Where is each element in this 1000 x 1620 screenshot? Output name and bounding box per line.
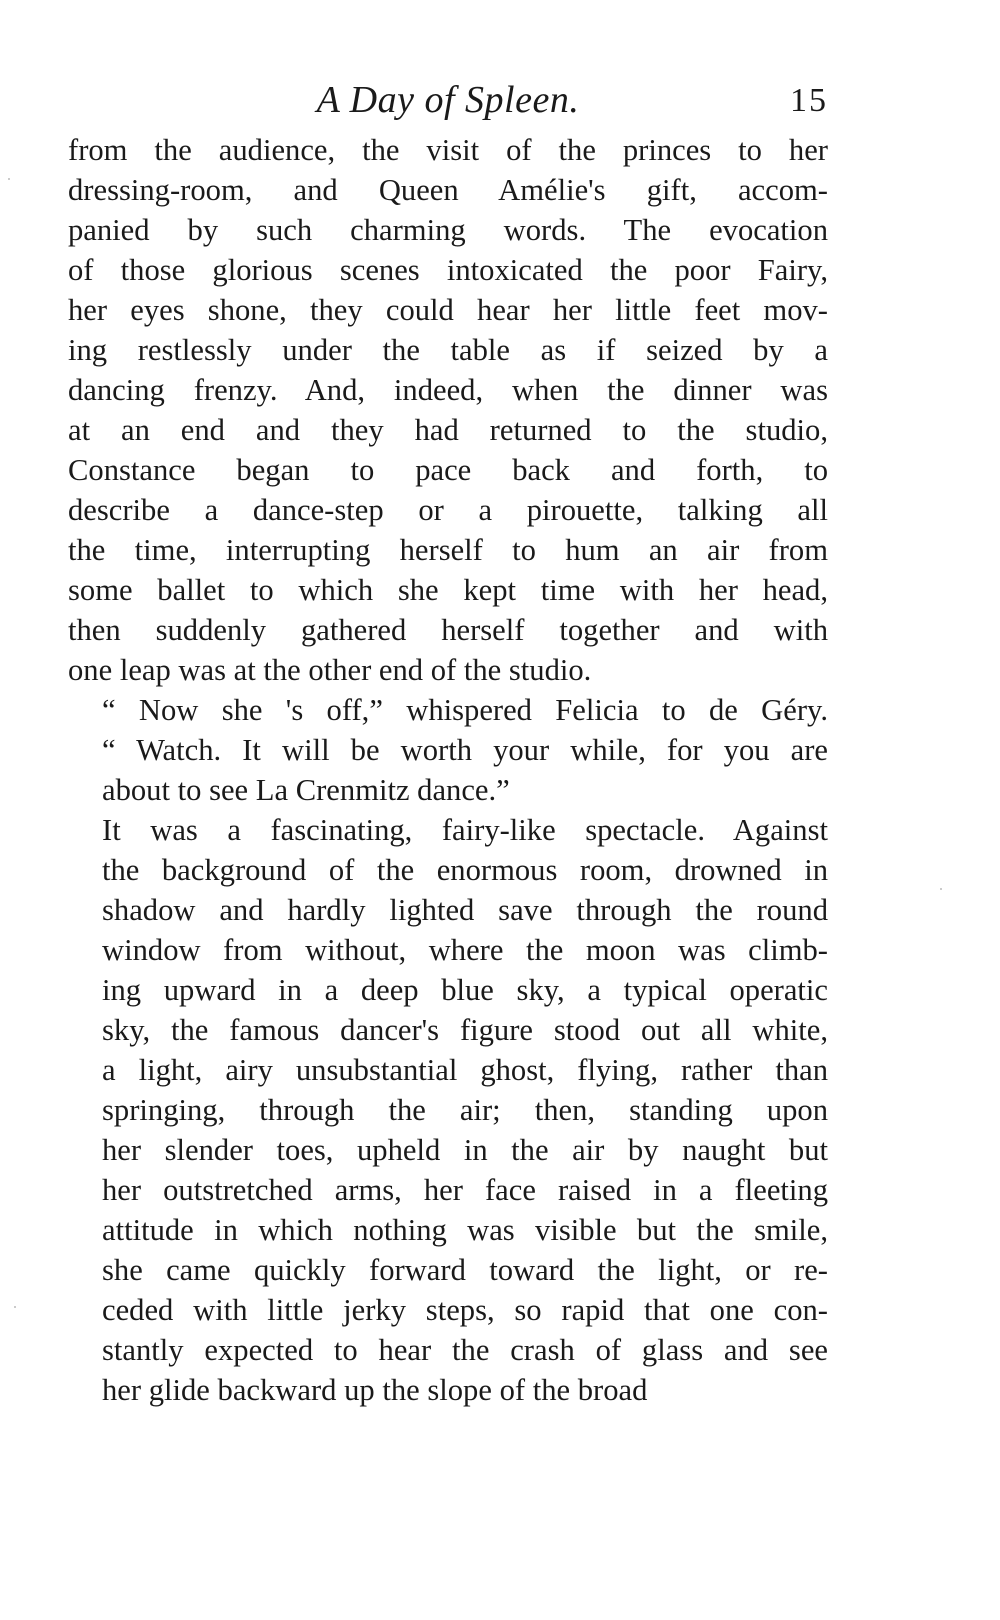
text-line: dressing-room, and Queen Amélie's gift, accom- xyxy=(68,173,828,207)
paper-speck xyxy=(8,178,10,180)
paragraph xyxy=(68,810,828,1410)
text-line: ing upward in a deep blue sky, a typical operatic xyxy=(102,973,828,1007)
text-line: she came quickly forward toward the light, or re- xyxy=(102,1253,828,1287)
text-line: attitude in which nothing was visible but the smile, xyxy=(102,1213,828,1247)
text-line: about to see La Crenmitz dance.” xyxy=(102,773,510,807)
text-line: dancing frenzy. And, indeed, when the dinner was xyxy=(68,373,828,407)
text-line: of those glorious scenes intoxicated the poor Fairy, xyxy=(68,253,828,287)
text-line: describe a dance-step or a pirouette, talking all xyxy=(68,493,828,527)
text-line: the background of the enormous room, drowned in xyxy=(102,853,828,887)
text-line: some ballet to which she kept time with her head, xyxy=(68,573,828,607)
book-page xyxy=(68,70,828,1410)
text-line: her eyes shone, they could hear her little feet mov- xyxy=(68,293,828,327)
body-text xyxy=(68,130,828,1410)
text-line: at an end and they had returned to the studio, xyxy=(68,413,828,447)
text-line: panied by such charming words. The evocation xyxy=(68,213,828,247)
text-line: the time, interrupting herself to hum an air from xyxy=(68,533,828,567)
paper-speck xyxy=(940,888,942,890)
running-title: A Day of Spleen. xyxy=(316,79,580,121)
text-line: then suddenly gathered herself together and with xyxy=(68,613,828,647)
text-line: springing, through the air; then, standing upon xyxy=(102,1093,828,1127)
text-line: her glide backward up the slope of the broad xyxy=(102,1373,648,1407)
text-line: shadow and hardly lighted save through the round xyxy=(102,893,828,927)
running-head xyxy=(68,70,828,130)
text-line: a light, airy unsubstantial ghost, flying, rather than xyxy=(102,1053,828,1087)
text-line: one leap was at the other end of the studio. xyxy=(68,653,592,687)
text-line: ing restlessly under the table as if seized by a xyxy=(68,333,828,367)
text-line: window from without, where the moon was climb- xyxy=(102,933,828,967)
page-number: 15 xyxy=(790,82,828,119)
paragraph xyxy=(68,690,828,810)
text-line: stantly expected to hear the crash of glass and see xyxy=(102,1333,828,1367)
text-line: from the audience, the visit of the princes to her xyxy=(68,133,828,167)
text-line: “ Now she 's off,” whispered Felicia to de Géry. xyxy=(102,693,828,727)
text-line: her slender toes, upheld in the air by naught but xyxy=(102,1133,828,1167)
text-line: “ Watch. It will be worth your while, for you are xyxy=(102,733,828,767)
text-line: Constance began to pace back and forth, to xyxy=(68,453,828,487)
paper-speck xyxy=(14,1306,16,1308)
paragraph xyxy=(68,130,828,690)
text-line: ceded with little jerky steps, so rapid that one con- xyxy=(102,1293,828,1327)
text-line: her outstretched arms, her face raised in a fleeting xyxy=(102,1173,828,1207)
text-line: It was a fascinating, fairy-like spectacle. Against xyxy=(102,813,828,847)
text-line: sky, the famous dancer's figure stood out all white, xyxy=(102,1013,828,1047)
